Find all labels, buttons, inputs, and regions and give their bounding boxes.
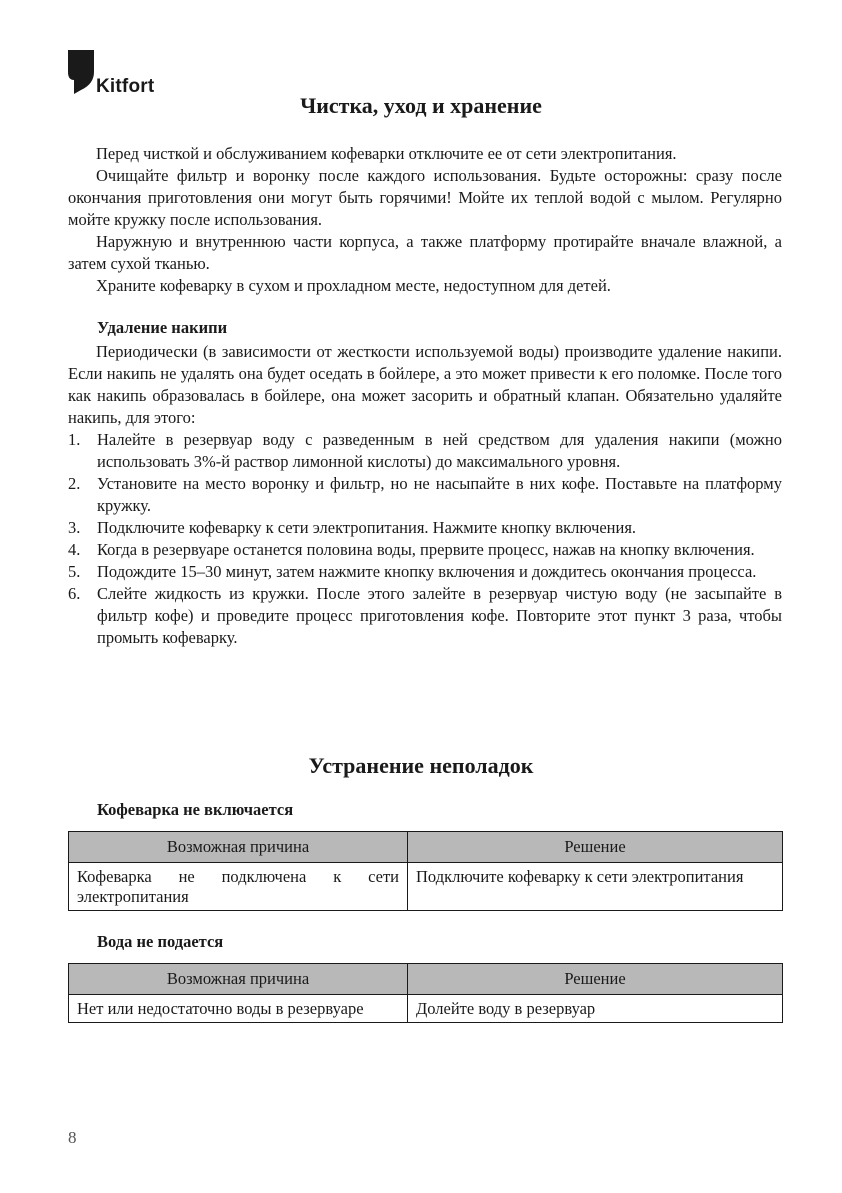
paragraph: Периодически (в зависимости от жесткости используемой воды) производите удаление накипи. Если накипь не удалять она будет оседать в бойлере, а это может привести к его поломке. После того как накипь образовалась в бойлере, она может засорить и обратный клапан. Обязательно удаляйте накипь, для этого: xyxy=(68,342,782,427)
section-title-troubleshooting: Устранение неполадок xyxy=(308,753,534,778)
column-header-cause: Возможная причина xyxy=(69,832,408,863)
table-row xyxy=(69,863,783,911)
descaling-intro xyxy=(68,341,782,429)
column-header-solution: Решение xyxy=(408,964,783,995)
step-number: 3. xyxy=(68,518,81,537)
cleaning-text xyxy=(68,143,782,297)
troubleshooting-table xyxy=(68,963,783,1023)
step-text: Слейте жидкость из кружки. После этого залейте в резервуар чистую воду (не засыпайте в фильтр кофе) и проведите процесс приготовления кофе. Повторите этот пункт 3 раза, чтобы промыть кофеварку. xyxy=(97,584,782,647)
step-text: Установите на место воронку и фильтр, но не насыпайте в них кофе. Поставьте на платформу кружку. xyxy=(97,474,782,515)
table-row xyxy=(69,995,783,1023)
step-number: 2. xyxy=(68,474,81,493)
descaling-steps xyxy=(68,429,782,649)
paragraph: Перед чисткой и обслуживанием кофеварки отключите ее от сети электропитания. xyxy=(96,144,677,163)
page-number: 8 xyxy=(68,1128,77,1147)
kitfort-logo-icon xyxy=(68,50,94,94)
paragraph: Наружную и внутреннюю части корпуса, а также платформу протирайте вначале влажной, а затем сухой тканью. xyxy=(68,232,782,273)
step-text: Когда в резервуаре останется половина воды, прервите процесс, нажав на кнопку включения. xyxy=(97,540,755,559)
table-header-row xyxy=(69,832,783,863)
logo-text: Kitfort xyxy=(96,76,155,97)
paragraph: Очищайте фильтр и воронку после каждого использования. Будьте осторожны: сразу после окончания приготовления они могут быть горячими! Мойте их теплой водой с мылом. Регулярно мойте кружку после использования. xyxy=(68,166,782,229)
column-header-cause: Возможная причина xyxy=(69,964,408,995)
problem-title: Вода не подается xyxy=(97,932,224,951)
step-number: 4. xyxy=(68,540,81,559)
paragraph: Храните кофеварку в сухом и прохладном месте, недоступном для детей. xyxy=(96,276,611,295)
subsection-title-descaling: Удаление накипи xyxy=(97,318,228,337)
list-item xyxy=(68,583,782,649)
cause-cell: Нет или недостаточно воды в резервуаре xyxy=(69,995,408,1023)
problem-title: Кофеварка не включается xyxy=(97,800,294,819)
step-text: Подключите кофеварку к сети электропитания. Нажмите кнопку включения. xyxy=(97,518,637,537)
column-header-solution: Решение xyxy=(408,832,783,863)
list-item xyxy=(68,517,782,539)
list-item xyxy=(68,539,782,561)
solution-cell: Подключите кофеварку к сети электропитания xyxy=(408,863,783,911)
step-text: Подождите 15–30 минут, затем нажмите кнопку включения и дождитесь окончания процесса. xyxy=(97,562,757,581)
step-number: 5. xyxy=(68,562,81,581)
step-text: Налейте в резервуар воду с разведенным в ней средством для удаления накипи (можно использовать 3%-й раствор лимонной кислоты) до максимального уровня. xyxy=(97,430,782,471)
list-item xyxy=(68,429,782,473)
list-item xyxy=(68,561,782,583)
solution-cell: Долейте воду в резервуар xyxy=(408,995,783,1023)
step-number: 6. xyxy=(68,584,81,603)
step-number: 1. xyxy=(68,430,81,449)
list-item xyxy=(68,473,782,517)
cause-cell: Кофеварка не подключена к сети электропитания xyxy=(69,863,408,911)
table-header-row xyxy=(69,964,783,995)
troubleshooting-table xyxy=(68,831,783,911)
section-title-cleaning: Чистка, уход и хранение xyxy=(300,93,542,118)
